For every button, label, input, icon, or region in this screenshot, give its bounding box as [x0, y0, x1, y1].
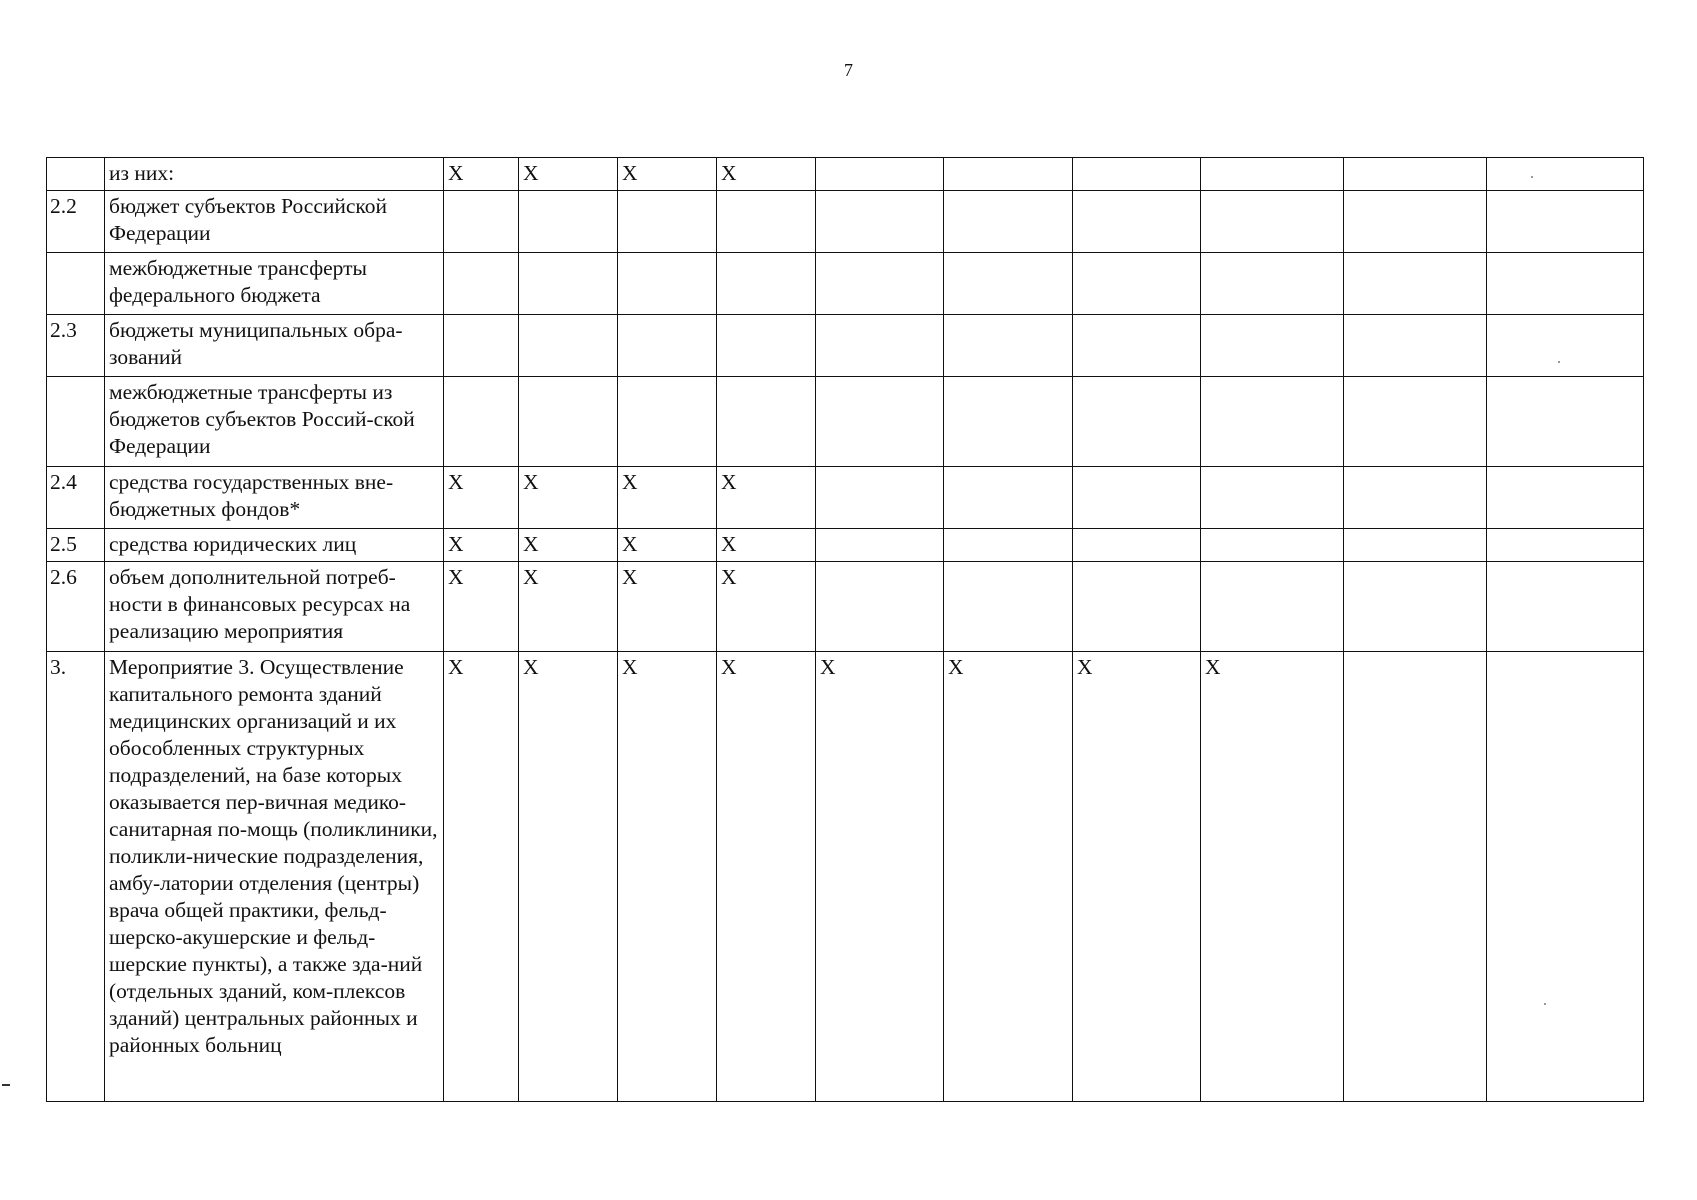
x-mark-cell: X: [1201, 652, 1344, 1102]
value-cell: [944, 158, 1073, 191]
value-cell: [519, 315, 618, 377]
row-description: объем дополнительной потреб-ности в финансовых ресурсах на реализацию мероприятия: [105, 562, 444, 652]
x-mark-cell: X: [444, 467, 519, 529]
x-mark-cell: X: [717, 158, 816, 191]
value-cell: [816, 315, 944, 377]
value-cell: [944, 529, 1073, 562]
x-mark-cell: X: [444, 562, 519, 652]
value-cell: [1201, 529, 1344, 562]
value-cell: [1073, 158, 1201, 191]
value-cell: [519, 253, 618, 315]
value-cell: [1344, 315, 1487, 377]
value-cell: [1073, 562, 1201, 652]
value-cell: [944, 315, 1073, 377]
table-row: [47, 529, 1644, 562]
scan-speck: [1531, 176, 1533, 178]
row-description: средства государственных вне-бюджетных фондов*: [105, 467, 444, 529]
table-row: [47, 253, 1644, 315]
value-cell: [816, 377, 944, 467]
value-cell: [1344, 377, 1487, 467]
x-mark-cell: X: [717, 652, 816, 1102]
value-cell: [1201, 191, 1344, 253]
value-cell: [944, 467, 1073, 529]
x-mark-cell: X: [444, 158, 519, 191]
table-row: [47, 191, 1644, 253]
value-cell: [1201, 467, 1344, 529]
value-cell: [1344, 191, 1487, 253]
x-mark-cell: X: [444, 652, 519, 1102]
value-cell: [1487, 377, 1644, 467]
value-cell: [816, 467, 944, 529]
x-mark-cell: X: [519, 529, 618, 562]
value-cell: [618, 253, 717, 315]
row-number: 2.6: [47, 562, 105, 652]
table-body: [47, 158, 1644, 1102]
value-cell: [717, 253, 816, 315]
value-cell: [944, 253, 1073, 315]
row-number: [47, 253, 105, 315]
value-cell: [717, 191, 816, 253]
value-cell: [816, 253, 944, 315]
x-mark-cell: X: [618, 529, 717, 562]
value-cell: [1344, 652, 1487, 1102]
row-description: из них:: [105, 158, 444, 191]
value-cell: [944, 191, 1073, 253]
x-mark-cell: X: [717, 562, 816, 652]
x-mark-cell: X: [519, 467, 618, 529]
x-mark-cell: X: [519, 158, 618, 191]
row-number: 2.4: [47, 467, 105, 529]
value-cell: [1201, 158, 1344, 191]
x-mark-cell: X: [717, 529, 816, 562]
scan-edge-mark: [2, 1084, 10, 1086]
value-cell: [1201, 315, 1344, 377]
scan-speck: [1544, 1003, 1546, 1005]
value-cell: [1487, 529, 1644, 562]
value-cell: [618, 377, 717, 467]
page-number: 7: [844, 60, 853, 80]
x-mark-cell: X: [618, 158, 717, 191]
x-mark-cell: X: [444, 529, 519, 562]
value-cell: [444, 315, 519, 377]
table-row: [47, 562, 1644, 652]
row-number: 2.5: [47, 529, 105, 562]
value-cell: [1344, 253, 1487, 315]
value-cell: [1487, 315, 1644, 377]
table-row: [47, 158, 1644, 191]
row-number: 2.3: [47, 315, 105, 377]
x-mark-cell: X: [519, 652, 618, 1102]
value-cell: [816, 191, 944, 253]
value-cell: [1201, 253, 1344, 315]
table-row: [47, 377, 1644, 467]
value-cell: [519, 377, 618, 467]
value-cell: [816, 529, 944, 562]
row-description: бюджет субъектов Российской Федерации: [105, 191, 444, 253]
row-description: средства юридических лиц: [105, 529, 444, 562]
value-cell: [1073, 529, 1201, 562]
x-mark-cell: X: [519, 562, 618, 652]
x-mark-cell: X: [618, 467, 717, 529]
value-cell: [1487, 562, 1644, 652]
x-mark-cell: X: [618, 562, 717, 652]
value-cell: [444, 253, 519, 315]
value-cell: [1073, 315, 1201, 377]
value-cell: [1344, 158, 1487, 191]
value-cell: [1073, 191, 1201, 253]
budget-table: [46, 157, 1644, 1102]
value-cell: [1201, 562, 1344, 652]
x-mark-cell: X: [1073, 652, 1201, 1102]
row-number: [47, 377, 105, 467]
x-mark-cell: X: [717, 467, 816, 529]
value-cell: [1487, 253, 1644, 315]
value-cell: [1487, 652, 1644, 1102]
value-cell: [816, 562, 944, 652]
row-number: [47, 158, 105, 191]
value-cell: [618, 191, 717, 253]
x-mark-cell: X: [618, 652, 717, 1102]
x-mark-cell: X: [944, 652, 1073, 1102]
value-cell: [1344, 529, 1487, 562]
value-cell: [816, 158, 944, 191]
value-cell: [944, 562, 1073, 652]
row-number: 2.2: [47, 191, 105, 253]
row-description: Мероприятие 3. Осуществление капитального ремонта зданий медицинских организаций и их обособленных структурных подразделений, на базе которых оказывается пер-вичная медико-санитарная по-мощь (поликлиники, поликли-нические подразделения, амбу-латории отделения (центры) врача общей практики, фельд-шерско-акушерские и фельд-шерские пункты), а также зда-ний (отдельных зданий, ком-плексов зданий) центральных районных и районных больниц: [105, 652, 444, 1102]
value-cell: [1487, 467, 1644, 529]
value-cell: [1344, 467, 1487, 529]
value-cell: [444, 377, 519, 467]
value-cell: [717, 377, 816, 467]
row-description: бюджеты муниципальных обра-зований: [105, 315, 444, 377]
value-cell: [1073, 253, 1201, 315]
row-number: 3.: [47, 652, 105, 1102]
table-row: [47, 467, 1644, 529]
value-cell: [444, 191, 519, 253]
x-mark-cell: X: [816, 652, 944, 1102]
value-cell: [519, 191, 618, 253]
scan-speck: [1558, 361, 1560, 363]
value-cell: [1487, 191, 1644, 253]
value-cell: [1344, 562, 1487, 652]
row-description: межбюджетные трансферты федерального бюджета: [105, 253, 444, 315]
table-row: [47, 315, 1644, 377]
value-cell: [717, 315, 816, 377]
value-cell: [618, 315, 717, 377]
value-cell: [1073, 467, 1201, 529]
table-row: [47, 652, 1644, 1102]
value-cell: [1201, 377, 1344, 467]
value-cell: [1487, 158, 1644, 191]
value-cell: [944, 377, 1073, 467]
row-description: межбюджетные трансферты из бюджетов субъектов Россий-ской Федерации: [105, 377, 444, 467]
value-cell: [1073, 377, 1201, 467]
